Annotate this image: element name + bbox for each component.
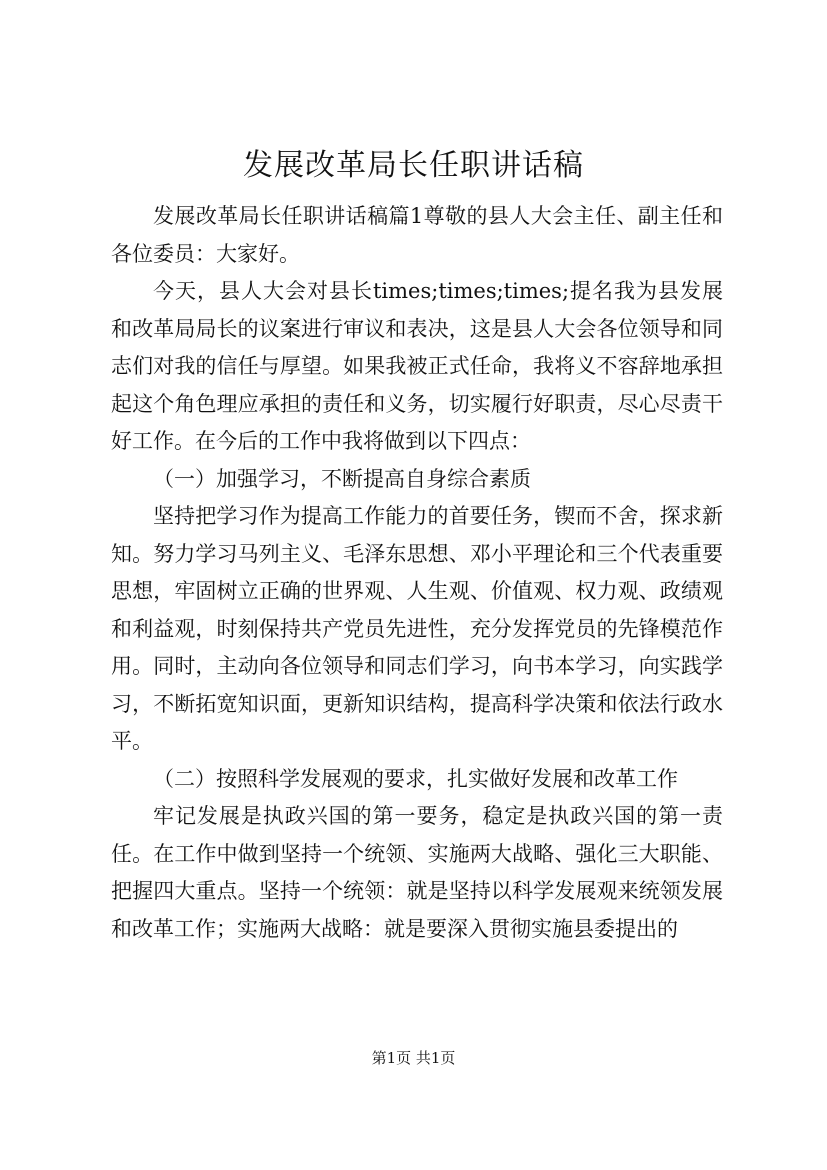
page-footer: 第1页 共1页	[371, 1049, 456, 1067]
document-title: 发展改革局长任职讲话稿	[243, 148, 584, 183]
paragraph-section-1: 坚持把学习作为提高工作能力的首要任务，锲而不舍，探求新知。努力学习马列主义、毛泽东思想、邓小平理论和三个代表重要思想，牢固树立正确的世界观、人生观、价值观、权力观、政绩观和利益观，时刻保持共产党员先进性，充分发挥党员的先锋模范作用。同时，主动向各位领导和同志们学习，向书本学习，向实践学习，不断拓宽知识面，更新知识结构，提高科学决策和依法行政水平。	[111, 504, 723, 753]
paragraph-section-2: 牢记发展是执政兴国的第一要务，稳定是执政兴国的第一责任。在工作中做到坚持一个统领、实施两大战略、强化三大职能、把握四大重点。坚持一个统领：就是坚持以科学发展观来统领发展和改革工作；实施两大战略：就是要深入贯彻实施县委提出的	[111, 804, 723, 941]
document-body	[111, 198, 723, 948]
section-heading-1: （一）加强学习，不断提高自身综合素质	[153, 466, 531, 491]
paragraph-intro: 今天，县人大会对县长times;times;times;提名我为县发展和改革局局长的议案进行审议和表决，这是县人大会各位领导和同志们对我的信任与厚望。如果我被正式任命，我将义不容辞地承担起这个角色理应承担的责任和义务，切实履行好职责，尽心尽责干好工作。在今后的工作中我将做到以下四点：	[111, 279, 723, 453]
paragraph-greeting: 发展改革局长任职讲话稿篇1尊敬的县人大会主任、副主任和各位委员：大家好。	[111, 204, 723, 266]
section-heading-2: （二）按照科学发展观的要求，扎实做好发展和改革工作	[153, 766, 678, 791]
